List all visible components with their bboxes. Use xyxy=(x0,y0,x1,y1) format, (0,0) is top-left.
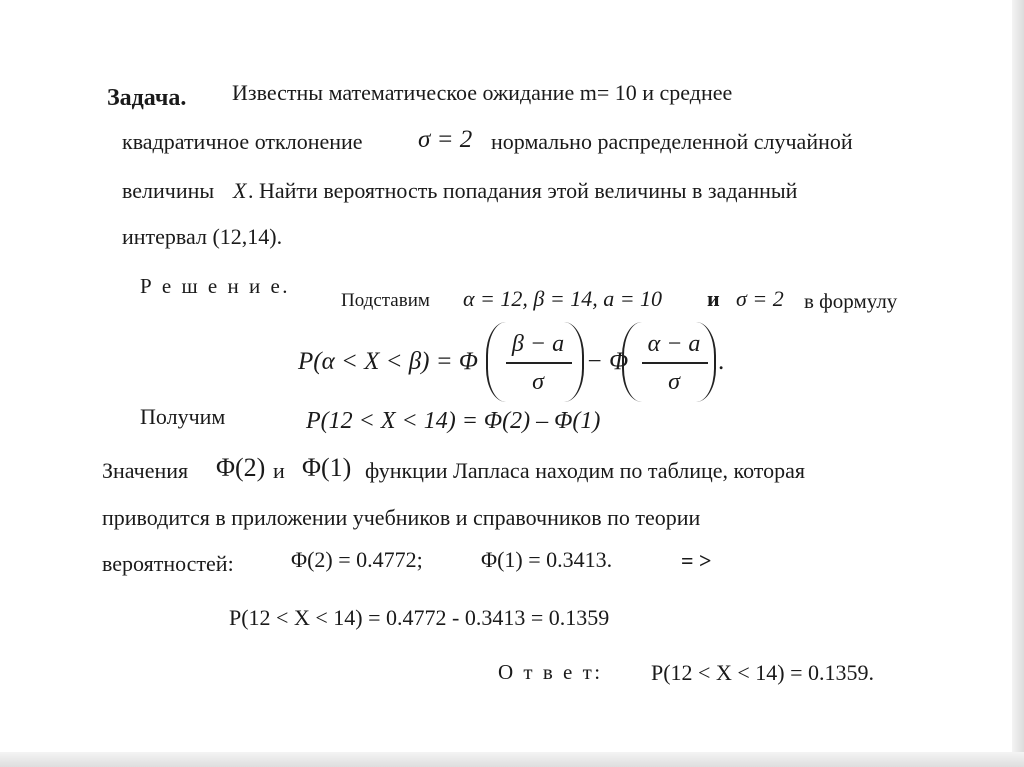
implies-arrow: = > xyxy=(681,548,712,573)
formula-numerator-1: β − a xyxy=(511,331,565,357)
formula-lhs: P(α < X < β) = Φ xyxy=(298,348,478,375)
substitute-params: α = 12, β = 14, a = 10 xyxy=(463,286,663,311)
laplace-phi-1: Φ(1) xyxy=(302,453,352,482)
laplace-text-end: функции Лапласа находим по таблице, которая xyxy=(365,458,805,483)
substitute-end: в формулу xyxy=(804,289,898,313)
formula-denominator-2: σ xyxy=(668,369,680,395)
get-formula: P(12 < X < 14) = Φ(2) – Φ(1) xyxy=(306,408,601,434)
phi-1-value: Φ(1) = 0.3413. xyxy=(481,547,613,572)
problem-line-1: Известны математическое ожидание m= 10 и среднее xyxy=(232,80,733,105)
formula-right-paren-1 xyxy=(564,322,584,402)
substitute-sigma: σ = 2 xyxy=(736,286,784,311)
formula-fraction-bar-1 xyxy=(506,362,572,364)
get-label: Получим xyxy=(140,404,226,429)
formula-end: . xyxy=(718,348,725,375)
problem-line-2-end: нормально распределенной случайной xyxy=(491,129,853,154)
answer-label: О т в е т: xyxy=(498,660,603,684)
problem-heading: Задача. xyxy=(107,85,187,111)
probability-formula xyxy=(298,322,738,402)
laplace-line-2: приводится в приложении учебников и справочников по теории xyxy=(102,505,701,530)
substitute-and: и xyxy=(707,286,720,311)
variable-x: X xyxy=(233,178,247,203)
laplace-phi-2: Φ(2) xyxy=(216,453,266,482)
slide-edge-right xyxy=(1012,0,1024,767)
problem-line-4: интервал (12,14). xyxy=(122,224,283,249)
formula-minus-phi: − Φ xyxy=(586,348,629,375)
laplace-text-start: Значения xyxy=(102,458,189,483)
laplace-and: и xyxy=(273,458,285,483)
problem-line-3-end: . Найти вероятность попадания этой величины в заданный xyxy=(248,178,798,203)
answer-value: P(12 < X < 14) = 0.1359. xyxy=(651,660,874,685)
problem-line-3-start: величины xyxy=(122,178,215,203)
sigma-equals-2: σ = 2 xyxy=(418,126,473,153)
solution-label: Р е ш е н и е. xyxy=(140,274,291,298)
calculation: P(12 < X < 14) = 0.4772 - 0.3413 = 0.1359 xyxy=(229,605,610,630)
problem-line-2-start: квадратичное отклонение xyxy=(122,129,363,154)
formula-numerator-2: α − a xyxy=(647,331,701,357)
substitute-text: Подставим xyxy=(341,290,430,311)
slide-edge-bottom xyxy=(0,752,1024,767)
phi-2-value: Φ(2) = 0.4772; xyxy=(291,547,423,572)
formula-denominator-1: σ xyxy=(532,369,544,395)
laplace-line-3: вероятностей: xyxy=(102,551,234,576)
